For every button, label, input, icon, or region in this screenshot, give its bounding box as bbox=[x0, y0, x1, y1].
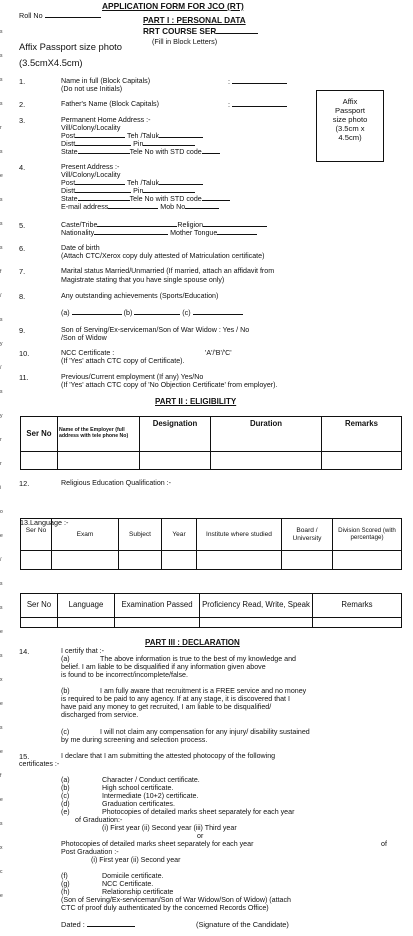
cert-text: High school certificate. bbox=[102, 784, 174, 792]
cert-h-line2: (Son of Serving/Ex-serviceman/Son of War Widow/Son of Widow) (attach bbox=[61, 896, 291, 904]
item-number: 12. bbox=[19, 479, 30, 488]
cert-label: (b) bbox=[61, 784, 70, 792]
answer-line[interactable] bbox=[97, 226, 177, 227]
post-label: Post bbox=[61, 179, 76, 187]
item-number: 14. bbox=[19, 647, 30, 656]
answer-line[interactable] bbox=[75, 137, 125, 138]
graduation-years: (i) First year (ii) Second year (iii) Third year bbox=[102, 824, 237, 832]
item-number: 9. bbox=[19, 326, 26, 335]
item10-label: NCC Certificate : bbox=[61, 349, 115, 357]
table-header: Ser No bbox=[21, 519, 52, 551]
decl-b-line1: I am fully aware that recruitment is a FREE service and no money bbox=[100, 687, 307, 695]
table-header: Year bbox=[162, 519, 197, 551]
affix-photo-line1: Affix Passport size photo bbox=[19, 41, 123, 52]
form-title: APPLICATION FORM FOR JCO (RT) bbox=[102, 1, 244, 11]
item-number: 11. bbox=[19, 373, 29, 382]
edge-fragment: e bbox=[0, 533, 3, 539]
pg-line1: Photocopies of detailed marks sheet separately for each year bbox=[61, 840, 254, 848]
distt-label: Distt bbox=[61, 187, 76, 195]
cert-h-line3: CTC of proof duly authenticated by the concerned Records Office) bbox=[61, 904, 269, 912]
course-ser-line[interactable] bbox=[216, 33, 258, 34]
item4-label: Present Address :- bbox=[61, 163, 120, 171]
answer-line[interactable] bbox=[232, 106, 287, 107]
item-number: 5. bbox=[19, 221, 26, 230]
answer-line[interactable] bbox=[143, 192, 195, 193]
course-label: RRT COURSE SER bbox=[143, 27, 217, 36]
edge-fragment: e bbox=[0, 797, 3, 803]
pg-line2: Post Graduation :- bbox=[61, 848, 119, 856]
email-label: E-mail address bbox=[61, 203, 109, 211]
edge-fragment: s bbox=[0, 653, 3, 659]
option-a-label: (a) bbox=[61, 309, 70, 317]
cert-text: Character / Conduct certificate. bbox=[102, 776, 200, 784]
teh-label: Teh /Taluk bbox=[127, 179, 159, 187]
answer-line[interactable] bbox=[159, 137, 203, 138]
edge-fragment: y bbox=[0, 413, 3, 419]
answer-line[interactable] bbox=[202, 200, 230, 201]
decl-c-line1: I will not claim any compensation for any injury/ disability sustained bbox=[100, 728, 310, 736]
table-header: Remarks bbox=[322, 417, 402, 452]
mob-label: Mob No bbox=[160, 203, 186, 211]
photo-box-line: (3.5cm x bbox=[335, 124, 365, 134]
cert-label: (a) bbox=[61, 776, 70, 784]
item13-label: 13.Language :- bbox=[20, 518, 69, 527]
religion-label: Religion bbox=[177, 221, 204, 229]
answer-line[interactable] bbox=[203, 226, 267, 227]
tele-label: Tele No with STD code bbox=[129, 148, 202, 156]
or-text: or bbox=[197, 832, 204, 840]
item4-email-row bbox=[61, 204, 219, 212]
table-cell[interactable] bbox=[115, 618, 200, 628]
edge-fragment: s bbox=[0, 197, 3, 203]
item2-label: Father's Name (Block Capitals) bbox=[61, 100, 159, 108]
option-c-label: (c) bbox=[182, 309, 191, 317]
edge-fragment: s bbox=[0, 581, 3, 587]
table-header: Board / University bbox=[282, 519, 333, 551]
item-number: 3. bbox=[19, 116, 26, 125]
item1-answer[interactable]: : bbox=[228, 78, 287, 86]
table-cell[interactable] bbox=[313, 618, 402, 628]
answer-line[interactable] bbox=[202, 153, 220, 154]
item1-note: (Do not use Initials) bbox=[61, 85, 123, 93]
edge-fragment: s bbox=[0, 389, 3, 395]
cert-text: Photocopies of detailed marks sheet separately for each year bbox=[102, 808, 295, 816]
item11-line2: (If 'Yes' attach CTC copy of 'No Objection Certificate' from employer). bbox=[61, 381, 278, 389]
answer-line[interactable] bbox=[193, 314, 243, 315]
dated-label: Dated : bbox=[61, 920, 85, 929]
item10-options: 'A'/'B'/'C' bbox=[205, 349, 232, 357]
table-cell[interactable] bbox=[200, 618, 313, 628]
state-label: State bbox=[61, 195, 78, 203]
edge-fragment: r bbox=[0, 461, 2, 467]
edge-fragment: s bbox=[0, 725, 3, 731]
table-header-row bbox=[21, 519, 402, 551]
table-cell[interactable] bbox=[197, 551, 282, 570]
state-label: State bbox=[61, 148, 78, 156]
post-label: Post bbox=[61, 132, 76, 140]
item3-state-row bbox=[61, 149, 220, 157]
decl-c-line2: by me during screening and selection process. bbox=[61, 736, 208, 744]
edge-fragment: x bbox=[0, 677, 3, 683]
answer-line[interactable] bbox=[94, 234, 168, 235]
cert-label: (d) bbox=[61, 800, 70, 808]
answer-line[interactable] bbox=[232, 83, 287, 84]
table-cell[interactable] bbox=[21, 551, 52, 570]
edge-fragment: r bbox=[0, 437, 2, 443]
edge-fragment: e bbox=[0, 749, 3, 755]
table-header: Ser No bbox=[21, 594, 58, 618]
table-row[interactable] bbox=[21, 551, 402, 570]
edge-fragment: r bbox=[0, 125, 2, 131]
item9-line2: /Son of Widow bbox=[61, 334, 107, 342]
roll-no-label: Roll No bbox=[19, 11, 43, 20]
fill-note: (Fill in Block Letters) bbox=[152, 37, 218, 46]
decl-a-line3: is found to be incorrect/incomplete/false. bbox=[61, 671, 188, 679]
cert-text: NCC Certificate. bbox=[102, 880, 154, 888]
table-header: Ser No bbox=[21, 417, 58, 452]
item2-answer[interactable]: : bbox=[228, 101, 287, 109]
table-header: Name of the Employer (full address with tele phone No) bbox=[58, 417, 140, 452]
item11-line1: Previous/Current employment (If any) Yes/No bbox=[61, 373, 204, 381]
graduation-label: of Graduation:- bbox=[75, 816, 123, 824]
table-cell[interactable] bbox=[21, 618, 58, 628]
edge-fragment: x bbox=[0, 845, 3, 851]
pin-label: Pin bbox=[133, 140, 144, 148]
table-cell[interactable] bbox=[52, 551, 119, 570]
cert-text: Intermediate (10+2) certificate. bbox=[102, 792, 199, 800]
decl-b-label: (b) bbox=[61, 687, 70, 695]
edge-fragment: s bbox=[0, 245, 3, 251]
table-cell[interactable] bbox=[58, 618, 115, 628]
item-number: 8. bbox=[19, 292, 26, 301]
edge-fragment: s bbox=[0, 29, 3, 35]
item15-line1: I declare that I am submitting the attested photocopy of the following bbox=[61, 752, 276, 760]
table-cell[interactable] bbox=[162, 551, 197, 570]
part3-title: PART III : DECLARATION bbox=[145, 638, 240, 647]
decl-a-label: (a) bbox=[61, 655, 70, 663]
item8-label: Any outstanding achievements (Sports/Education) bbox=[61, 292, 219, 300]
item5-nat-row bbox=[61, 230, 257, 238]
tele-label: Tele No with STD code bbox=[129, 195, 202, 203]
edge-fragment: / bbox=[0, 365, 2, 371]
caste-label: Caste/Tribe bbox=[61, 221, 98, 229]
item15-line2: certificates :- bbox=[19, 760, 60, 768]
item3-vill: Vill/Colony/Locality bbox=[61, 124, 121, 132]
answer-line[interactable] bbox=[75, 184, 125, 185]
cert-label: (e) bbox=[61, 808, 70, 816]
table-header: Exam bbox=[52, 519, 119, 551]
cert-label: (g) bbox=[61, 880, 70, 888]
edge-fragment: / bbox=[0, 557, 2, 563]
pg-of: of bbox=[381, 840, 387, 848]
language-table bbox=[20, 593, 402, 628]
mother-tongue-label: Mother Tongue bbox=[170, 229, 218, 237]
answer-line[interactable] bbox=[108, 208, 158, 209]
item6-note: (Attach CTC/Xerox copy duly attested of Matriculation certificate) bbox=[61, 252, 265, 260]
item12-label: Religious Education Qualification :- bbox=[61, 479, 172, 487]
edge-fragment: s bbox=[0, 101, 3, 107]
table-cell[interactable] bbox=[58, 452, 140, 470]
table-cell[interactable] bbox=[119, 551, 162, 570]
answer-line[interactable] bbox=[75, 192, 131, 193]
education-table bbox=[20, 518, 402, 570]
item14-label: I certify that :- bbox=[61, 647, 104, 655]
answer-line[interactable] bbox=[217, 234, 257, 235]
answer-line[interactable] bbox=[143, 145, 195, 146]
item-number: 4. bbox=[19, 163, 26, 172]
photo-box-line: 4.5cm) bbox=[338, 133, 362, 143]
pg-years: (i) First year (ii) Second year bbox=[91, 856, 181, 864]
item4-vill: Vill/Colony/Locality bbox=[61, 171, 121, 179]
answer-line[interactable] bbox=[75, 145, 131, 146]
table-cell[interactable] bbox=[333, 551, 402, 570]
edge-fragment: y bbox=[0, 341, 3, 347]
edge-fragment: e bbox=[0, 173, 3, 179]
cert-label: (f) bbox=[61, 872, 68, 880]
table-cell[interactable] bbox=[211, 452, 322, 470]
dated-field bbox=[61, 921, 135, 929]
cert-text: Graduation certificates. bbox=[102, 800, 175, 808]
distt-label: Distt bbox=[61, 140, 76, 148]
answer-line[interactable] bbox=[185, 208, 219, 209]
course-line bbox=[143, 27, 258, 36]
edge-fragment: e bbox=[0, 893, 3, 899]
teh-label: Teh /Taluk bbox=[127, 132, 159, 140]
table-cell[interactable] bbox=[322, 452, 402, 470]
edge-fragment: f bbox=[0, 269, 2, 275]
edge-fragment: s bbox=[0, 149, 3, 155]
photo-box-line: size photo bbox=[332, 115, 368, 125]
table-header: Proficiency Read, Write, Speak bbox=[200, 594, 313, 618]
edge-fragment: s bbox=[0, 221, 3, 227]
table-header: Remarks bbox=[313, 594, 402, 618]
answer-line[interactable] bbox=[159, 184, 203, 185]
pin-label: Pin bbox=[133, 187, 144, 195]
table-header: Division Scored (with percentage) bbox=[333, 519, 402, 551]
decl-a-line2: belief. I am liable to be disqualified if any information given above bbox=[61, 663, 266, 671]
option-b-label: (b) bbox=[123, 309, 133, 317]
edge-fragment: s bbox=[0, 821, 3, 827]
table-cell[interactable] bbox=[282, 551, 333, 570]
item7-line2: Magistrate stating that you have single spouse only) bbox=[61, 276, 225, 284]
nationality-label: Nationality bbox=[61, 229, 95, 237]
item-number: 15. bbox=[19, 752, 30, 761]
edge-fragment: e bbox=[0, 629, 3, 635]
table-header: Duration bbox=[211, 417, 322, 452]
cert-text: Domicile certificate. bbox=[102, 872, 164, 880]
answer-line[interactable] bbox=[72, 314, 122, 315]
decl-b-line4: discharged from service. bbox=[61, 711, 139, 719]
item3-label: Permanent Home Address :- bbox=[61, 116, 151, 124]
decl-b-line2: is required to be paid to any agency. If at any stage, it is discovered that I bbox=[61, 695, 290, 703]
employment-table bbox=[20, 416, 402, 470]
item-number: 10. bbox=[19, 349, 30, 358]
decl-c-label: (c) bbox=[61, 728, 70, 736]
edge-fragment: o bbox=[0, 509, 3, 515]
item-number: 7. bbox=[19, 267, 26, 276]
cert-text: Relationship certificate bbox=[102, 888, 174, 896]
photo-box-line: Affix bbox=[342, 97, 358, 106]
edge-fragment: c bbox=[0, 869, 3, 875]
edge-fragment: / bbox=[0, 293, 2, 299]
item-number: 1. bbox=[19, 77, 26, 86]
table-row[interactable] bbox=[21, 618, 402, 628]
table-header: Examination Passed bbox=[115, 594, 200, 618]
answer-line[interactable] bbox=[78, 200, 130, 201]
item8-options bbox=[61, 310, 243, 318]
table-header-row bbox=[21, 594, 402, 618]
edge-fragment: i bbox=[0, 485, 2, 491]
table-header: Language bbox=[58, 594, 115, 618]
item10-note: (If 'Yes' attach CTC copy of Certificate). bbox=[61, 357, 185, 365]
item-number: 6. bbox=[19, 244, 26, 253]
item1-label: Name in full (Block Capitals) bbox=[61, 77, 151, 85]
decl-b-line3: have paid any money to get recruited, I am liable to be disqualified/ bbox=[61, 703, 272, 711]
affix-photo-line2: (3.5cmX4.5cm) bbox=[19, 57, 83, 68]
edge-fragment: s bbox=[0, 53, 3, 59]
item9-line1: Son of Serving/Ex-serviceman/Son of War Widow : Yes / No bbox=[61, 326, 250, 334]
item7-line1: Marital status Married/Unmarried (If married, attach an affidavit from bbox=[61, 267, 275, 275]
edge-fragment: f bbox=[0, 773, 2, 779]
edge-fragment: e bbox=[0, 701, 3, 707]
item-number: 2. bbox=[19, 100, 26, 109]
table-row[interactable] bbox=[21, 452, 402, 470]
item6-label: Date of birth bbox=[61, 244, 100, 252]
part1-title: PART I : PERSONAL DATA bbox=[143, 16, 246, 25]
part2-title: PART II : ELIGIBILITY bbox=[155, 397, 237, 406]
table-cell[interactable] bbox=[140, 452, 211, 470]
table-header: Subject bbox=[119, 519, 162, 551]
answer-line[interactable] bbox=[78, 153, 130, 154]
date-line[interactable] bbox=[87, 926, 135, 927]
decl-a-line1: The above information is true to the best of my knowledge and bbox=[100, 655, 296, 663]
edge-fragment: s bbox=[0, 317, 3, 323]
photo-box[interactable] bbox=[316, 90, 384, 162]
answer-line[interactable] bbox=[134, 314, 180, 315]
table-header: Institute where studied bbox=[197, 519, 282, 551]
roll-no-field bbox=[19, 12, 101, 20]
cert-label: (c) bbox=[61, 792, 70, 800]
table-header-row bbox=[21, 417, 402, 452]
table-header: Designation bbox=[140, 417, 211, 452]
signature-label: (Signature of the Candidate) bbox=[196, 920, 289, 929]
table-cell[interactable] bbox=[21, 452, 58, 470]
roll-no-line[interactable] bbox=[45, 17, 101, 18]
edge-fragment: s bbox=[0, 605, 3, 611]
edge-fragment: s bbox=[0, 77, 3, 83]
cert-label: (h) bbox=[61, 888, 70, 896]
photo-box-line: Passport bbox=[335, 106, 365, 116]
